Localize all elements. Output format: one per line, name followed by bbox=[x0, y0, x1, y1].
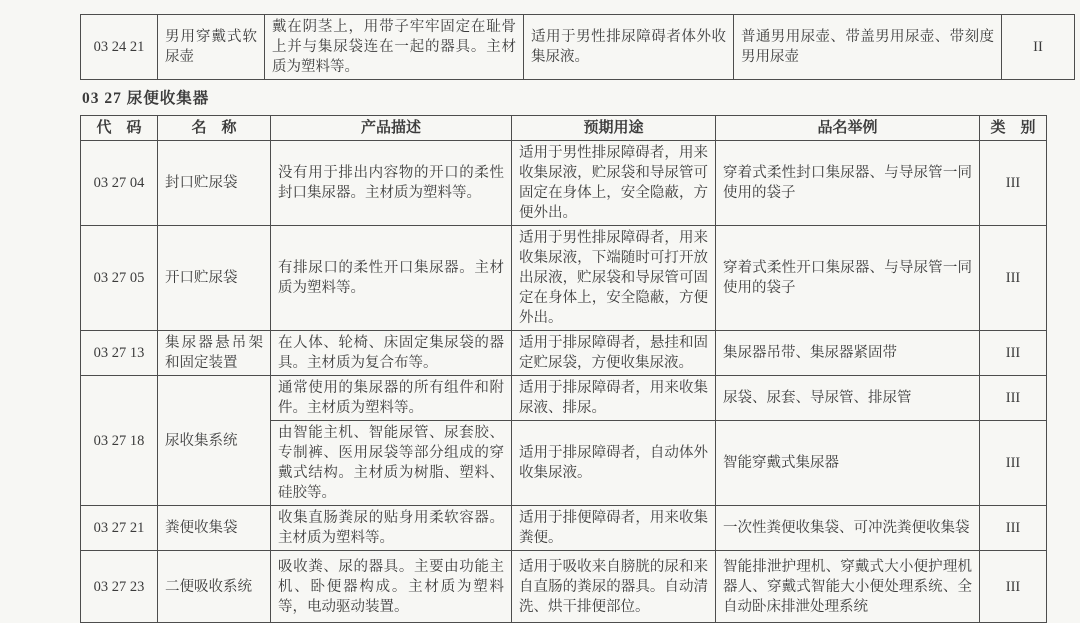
cell-examples: 一次性粪便收集袋、可冲洗粪便收集袋 bbox=[716, 506, 980, 551]
cell-name: 集尿器悬吊架和固定装置 bbox=[158, 331, 271, 376]
cell-usage: 适用于男性排尿障碍者体外收集尿液。 bbox=[524, 15, 734, 80]
cell-name: 尿收集系统 bbox=[158, 376, 271, 506]
table-header-row bbox=[81, 116, 1047, 141]
cell-usage: 适用于排便障碍者，用来收集粪便。 bbox=[512, 506, 716, 551]
header-name: 名 称 bbox=[158, 116, 271, 141]
cell-usage: 适用于男性排尿障碍者，用来收集尿液，下端随时可打开放出尿液，贮尿袋和导尿管可固定在身体上，安全隐蔽，方便外出。 bbox=[512, 226, 716, 331]
cell-category: II bbox=[1002, 15, 1075, 80]
header-examples: 品名举例 bbox=[716, 116, 980, 141]
cell-code: 03 27 05 bbox=[81, 226, 158, 331]
table-row bbox=[81, 551, 1047, 623]
table-row bbox=[81, 331, 1047, 376]
previous-section-table bbox=[80, 14, 1075, 80]
cell-examples: 穿着式柔性封口集尿器、与导尿管一同使用的袋子 bbox=[716, 141, 980, 226]
cell-code: 03 27 13 bbox=[81, 331, 158, 376]
cell-name: 开口贮尿袋 bbox=[158, 226, 271, 331]
cell-name: 封口贮尿袋 bbox=[158, 141, 271, 226]
table-row bbox=[81, 15, 1075, 80]
cell-description: 由智能主机、智能尿管、尿套胶、专制裤、医用尿袋等部分组成的穿戴式结构。主材质为树脂、塑料、硅胶等。 bbox=[271, 421, 512, 506]
cell-category: III bbox=[980, 551, 1047, 623]
cell-examples: 集尿器吊带、集尿器紧固带 bbox=[716, 331, 980, 376]
cell-description: 通常使用的集尿器的所有组件和附件。主材质为塑料等。 bbox=[271, 376, 512, 421]
cell-usage: 适用于男性排尿障碍者，用来收集尿液，贮尿袋和导尿管可固定在身体上，安全隐蔽，方便外出。 bbox=[512, 141, 716, 226]
cell-examples: 智能穿戴式集尿器 bbox=[716, 421, 980, 506]
cell-description: 在人体、轮椅、床固定集尿袋的器具。主材质为复合布等。 bbox=[271, 331, 512, 376]
header-category: 类 别 bbox=[980, 116, 1047, 141]
cell-description: 收集直肠粪尿的贴身用柔软容器。主材质为塑料等。 bbox=[271, 506, 512, 551]
cell-examples: 智能排泄护理机、穿戴式大小便护理机器人、穿戴式智能大小便处理系统、全自动卧床排泄处理系统 bbox=[716, 551, 980, 623]
cell-category: III bbox=[980, 141, 1047, 226]
cell-description: 有排尿口的柔性开口集尿器。主材质为塑料等。 bbox=[271, 226, 512, 331]
cell-examples: 尿袋、尿套、导尿管、排尿管 bbox=[716, 376, 980, 421]
cell-name: 男用穿戴式软尿壶 bbox=[158, 15, 265, 80]
cell-examples: 穿着式柔性开口集尿器、与导尿管一同使用的袋子 bbox=[716, 226, 980, 331]
header-usage: 预期用途 bbox=[512, 116, 716, 141]
header-description: 产品描述 bbox=[271, 116, 512, 141]
table-row bbox=[81, 141, 1047, 226]
table-row bbox=[81, 226, 1047, 331]
cell-description: 吸收粪、尿的器具。主要由功能主机、卧便器构成。主材质为塑料等，电动驱动装置。 bbox=[271, 551, 512, 623]
cell-category: III bbox=[980, 226, 1047, 331]
cell-name: 二便吸收系统 bbox=[158, 551, 271, 623]
cell-usage: 适用于排尿障碍者，用来收集尿液、排尿。 bbox=[512, 376, 716, 421]
cell-description: 没有用于排出内容物的开口的柔性封口集尿器。主材质为塑料等。 bbox=[271, 141, 512, 226]
header-code: 代 码 bbox=[81, 116, 158, 141]
section-title: 03 27 尿便收集器 bbox=[82, 90, 210, 107]
table-row bbox=[81, 376, 1047, 421]
cell-category: III bbox=[980, 331, 1047, 376]
classification-table bbox=[80, 115, 1047, 623]
cell-name: 粪便收集袋 bbox=[158, 506, 271, 551]
cell-code: 03 27 18 bbox=[81, 376, 158, 506]
cell-description: 戴在阴茎上，用带子牢牢固定在耻骨上并与集尿袋连在一起的器具。主材质为塑料等。 bbox=[265, 15, 524, 80]
cell-usage: 适用于排尿障碍者，自动体外收集尿液。 bbox=[512, 421, 716, 506]
table-row bbox=[81, 506, 1047, 551]
cell-usage: 适用于吸收来自膀胱的尿和来自直肠的粪尿的器具。自动清洗、烘干排便部位。 bbox=[512, 551, 716, 623]
cell-code: 03 24 21 bbox=[81, 15, 158, 80]
cell-examples: 普通男用尿壶、带盖男用尿壶、带刻度男用尿壶 bbox=[734, 15, 1002, 80]
cell-category: III bbox=[980, 506, 1047, 551]
cell-code: 03 27 21 bbox=[81, 506, 158, 551]
cell-code: 03 27 23 bbox=[81, 551, 158, 623]
cell-code: 03 27 04 bbox=[81, 141, 158, 226]
cell-usage: 适用于排尿障碍者，悬挂和固定贮尿袋，方便收集尿液。 bbox=[512, 331, 716, 376]
cell-category: III bbox=[980, 376, 1047, 421]
cell-category: III bbox=[980, 421, 1047, 506]
